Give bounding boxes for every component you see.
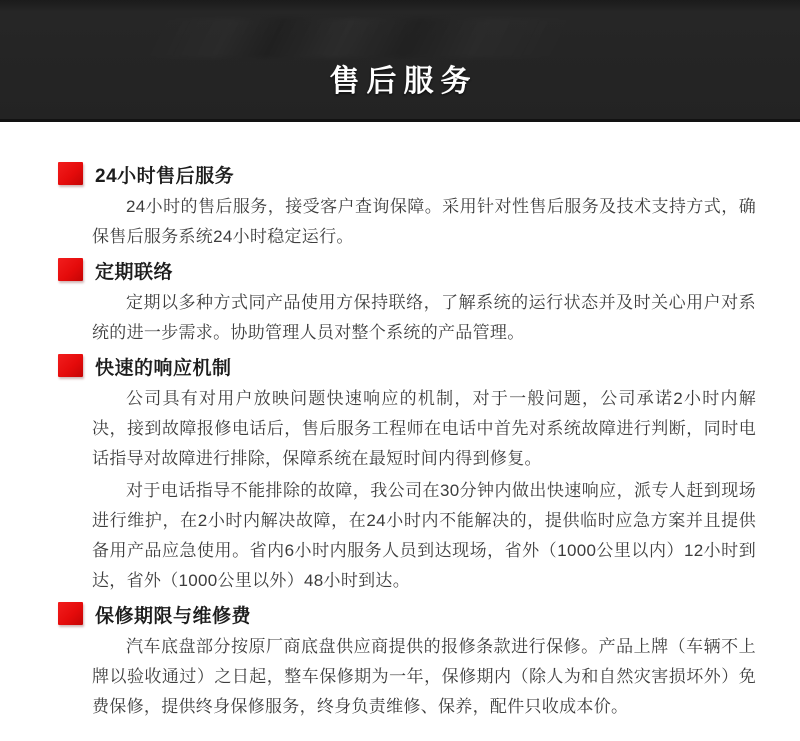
section-paragraph: 汽车底盘部分按原厂商底盘供应商提供的报修条款进行保修。产品上牌（车辆不上牌以验收通过）之日起，整车保修期为一年，保修期内（除人为和自然灾害损坏外）免费保修，提供终身保修服务，终身负责维修、保养，配件只收成本价。 bbox=[92, 637, 756, 716]
section-24h-service bbox=[58, 158, 756, 252]
red-square-bullet-icon bbox=[58, 602, 83, 625]
section-heading: 快速的响应机制 bbox=[95, 357, 232, 379]
section-heading: 定期联络 bbox=[95, 261, 174, 283]
section-warranty bbox=[58, 598, 756, 722]
section-paragraph: 定期以多种方式同产品使用方保持联络，了解系统的运行状态并及时关心用户对系统的进一步需求。协助管理人员对整个系统的产品管理。 bbox=[92, 293, 756, 342]
section-heading-row bbox=[58, 158, 756, 190]
section-heading-row bbox=[58, 598, 756, 630]
section-heading: 保修期限与维修费 bbox=[95, 605, 252, 627]
section-paragraph: 24小时的售后服务，接受客户查询保障。采用针对性售后服务及技术支持方式，确保售后服务系统24小时稳定运行。 bbox=[92, 197, 756, 246]
section-heading-row bbox=[58, 254, 756, 286]
section-paragraph: 对于电话指导不能排除的故障，我公司在30分钟内做出快速响应，派专人赶到现场进行维护，在2小时内解决故障，在24小时内不能解决的，提供临时应急方案并且提供备用产品应急使用。省内6小时内服务人员到达现场，省外（1000公里以内）12小时到达，省外（1000公里以外）48小时到达。 bbox=[92, 481, 756, 590]
section-regular-contact bbox=[58, 254, 756, 348]
header-watermark bbox=[144, 18, 577, 58]
red-square-bullet-icon bbox=[58, 162, 83, 185]
page-title: 售后服务 bbox=[329, 65, 478, 98]
red-square-bullet-icon bbox=[58, 354, 83, 377]
section-heading-row bbox=[58, 350, 756, 382]
page-header bbox=[0, 0, 800, 122]
red-square-bullet-icon bbox=[58, 258, 83, 281]
section-heading: 24小时售后服务 bbox=[95, 165, 235, 187]
section-paragraph: 公司具有对用户放映问题快速响应的机制，对于一般问题，公司承诺2小时内解决，接到故障报修电话后，售后服务工程师在电话中首先对系统故障进行判断，同时电话指导对故障进行排除，保障系统在最短时间内得到修复。 bbox=[92, 389, 756, 468]
content bbox=[0, 122, 800, 722]
section-fast-response bbox=[58, 350, 756, 596]
